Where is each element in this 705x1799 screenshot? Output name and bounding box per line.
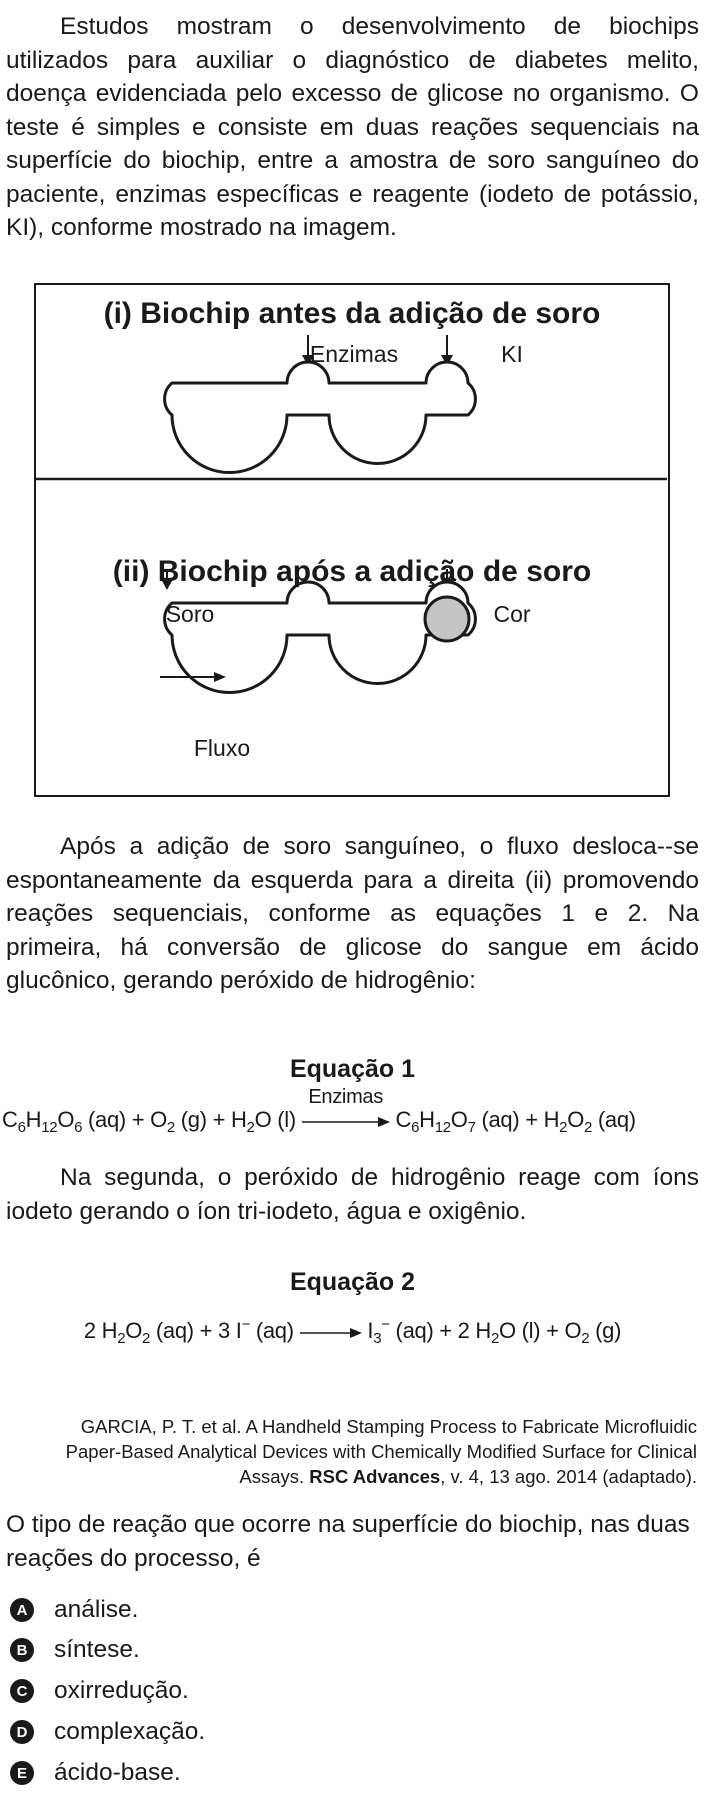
label-cor: Cor — [493, 601, 531, 627]
option-letter-badge: D — [10, 1720, 34, 1744]
segunda-paragraph: Na segunda, o peróxido de hidrogênio reage com íons iodeto gerando o íon tri-iodeto, água e oxigênio. — [6, 1164, 699, 1225]
equation-1: $C_6H_{12}O_6$ $(aq) + O_2$ $(g) + H_2O$ (l) Enzimas $C_6H_{12}O_7$ $(aq) + H_2O_2$ (aq) — [2, 1086, 636, 1136]
panel-i-title: (i) Biochip antes da adição de soro — [103, 297, 601, 330]
option-text: complexação. — [54, 1718, 206, 1745]
option-c[interactable] — [10, 1674, 189, 1708]
option-letter-badge: C — [10, 1679, 34, 1703]
color-spot — [425, 597, 469, 641]
citation — [57, 1414, 697, 1489]
citation-text: GARCIA, P. T. et al. A Handheld Stamping Process to Fabricate Microfluidic Paper-Based Analytical Devices with Chemically Modified Surface for Clinical Assays. — [65, 1416, 697, 1487]
right-arrow-icon — [300, 1327, 362, 1339]
option-letter-badge: E — [10, 1761, 34, 1785]
option-d[interactable] — [10, 1715, 205, 1749]
reaction-arrow-enzimas — [302, 1086, 390, 1134]
label-enzimas: Enzimas — [309, 341, 399, 367]
option-b[interactable] — [10, 1633, 140, 1667]
option-letter-badge: A — [10, 1598, 34, 1622]
label-ki: KI — [501, 341, 523, 367]
option-text: oxirredução. — [54, 1677, 189, 1704]
arrow-label-enzimas: Enzimas — [308, 1086, 383, 1109]
option-text: ácido-base. — [54, 1759, 181, 1786]
citation-details: , v. 4, 13 ago. 2014 (adaptado). — [440, 1466, 697, 1487]
question-stem: O tipo de reação que ocorre na superfície do biochip, nas duas reações do processo, é — [6, 1511, 690, 1572]
option-e[interactable] — [10, 1756, 181, 1790]
option-text: síntese. — [54, 1636, 140, 1663]
biochip-figure — [34, 283, 670, 797]
panel-ii-title: (ii) Biochip após a adição de soro — [112, 555, 592, 588]
citation-journal: RSC Advances — [309, 1466, 441, 1487]
label-soro: Soro — [165, 601, 215, 627]
biochip-after — [165, 582, 476, 693]
option-letter-badge: B — [10, 1638, 34, 1662]
equation-1-title: Equação 1 — [289, 1055, 416, 1083]
biochip-before — [165, 362, 476, 473]
equation-2: 2 $H_2O_2$ (aq) + 3 I− (aq) $I_3^-$ (aq) + 2 $H_2O$ $(l) + O_2$ (g) — [83, 1316, 622, 1347]
after-paragraph: Após a adição de soro sanguíneo, o fluxo desloca--se espontaneamente da esquerda para a direita (ii) promovendo reações sequenciais, conforme as equações 1 e 2. Na primeira, há conversão de glicose do sangue em ácido glucônico, gerando peróxido de hidrogênio: — [6, 833, 699, 994]
label-fluxo: Fluxo — [193, 735, 251, 761]
reaction-arrow — [300, 1319, 362, 1345]
intro-paragraph: Estudos mostram o desenvolvimento de biochips utilizados para auxiliar o diagnóstico de diabetes melito, doença evidenciada pelo excesso de glicose no organismo. O teste é simples e consiste em duas reações sequenciais na superfície do biochip, entre a amostra de soro sanguíneo do paciente, enzimas específicas e reagente (iodeto de potássio, KI), conforme mostrado na imagem. — [6, 13, 699, 241]
right-arrow-icon — [302, 1116, 390, 1128]
option-text: análise. — [54, 1596, 139, 1623]
equation-2-title: Equação 2 — [289, 1268, 416, 1296]
option-a[interactable] — [10, 1593, 138, 1627]
